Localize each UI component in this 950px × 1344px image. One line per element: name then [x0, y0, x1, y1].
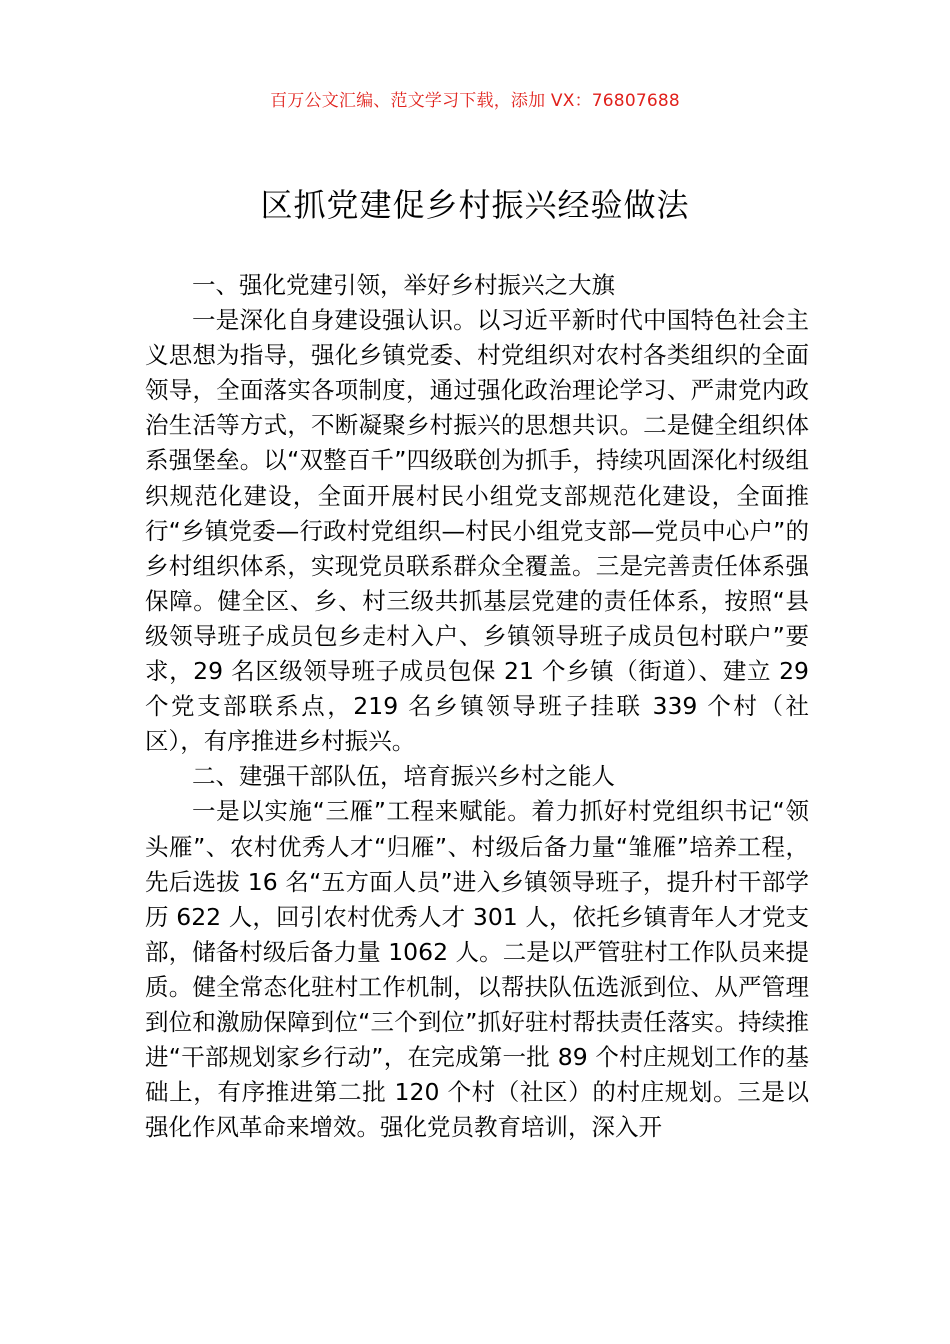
document-title: 区抓党建促乡村振兴经验做法: [260, 186, 690, 224]
section-heading-2: 二、建强干部队伍，培育振兴乡村之能人: [192, 762, 615, 791]
body-paragraph-1: 一是深化自身建设强认识。以习近平新时代中国特色社会主义思想为指导，强化乡镇党委、村党组织对农村各类组织的全面领导，全面落实各项制度，通过强化政治理论学习、严肃党内政治生活等方式，不断凝聚乡村振兴的思想共识。二是健全组织体系强堡垒。以“双整百千”四级联创为抓手，持续巩固深化村级组织规范化建设，全面开展村民小组党支部规范化建设，全面推行“乡镇党委—行政村党组织—村民小组党支部—党员中心户”的乡村组织体系，实现党员联系群众全覆盖。三是完善责任体系强保障。健全区、乡、村三级共抓基层党建的责任体系，按照“县级领导班子成员包乡走村入户、乡镇领导班子成员包村联户”要求，29 名区级领导班子成员包保 21 个乡镇（街道）、建立 29 个党支部联系点，219 名乡镇领导班子挂联 339 个村（社区），有序推进乡村振兴。: [145, 306, 809, 756]
section-heading-1: 一、强化党建引领，举好乡村振兴之大旗: [192, 271, 615, 299]
header-watermark-note: 百万公文汇编、范文学习下载，添加 VX：76807688: [270, 91, 680, 111]
body-paragraph-2: 一是以实施“三雁”工程来赋能。着力抓好村党组织书记“领头雁”、农村优秀人才“归雁”、村级后备力量“雏雁”培养工程，先后选拔 16 名“五方面人员”进入乡镇领导班子，提升村干部学历 622 人，回引农村优秀人才 301 人，依托乡镇青年人才党支部，储备村级后备力量 1062 人。二是以严管驻村工作队员来提质。健全常态化驻村工作机制，以帮扶队伍选派到位、从严管理到位和激励保障到位“三个到位”抓好驻村帮扶责任落实。持续推进“干部规划家乡行动”，在完成第一批 89 个村庄规划工作的基础上，有序推进第二批 120 个村（社区）的村庄规划。三是以强化作风革命来增效。强化党员教育培训，深入开: [145, 797, 809, 1142]
document-body: [145, 268, 809, 1145]
